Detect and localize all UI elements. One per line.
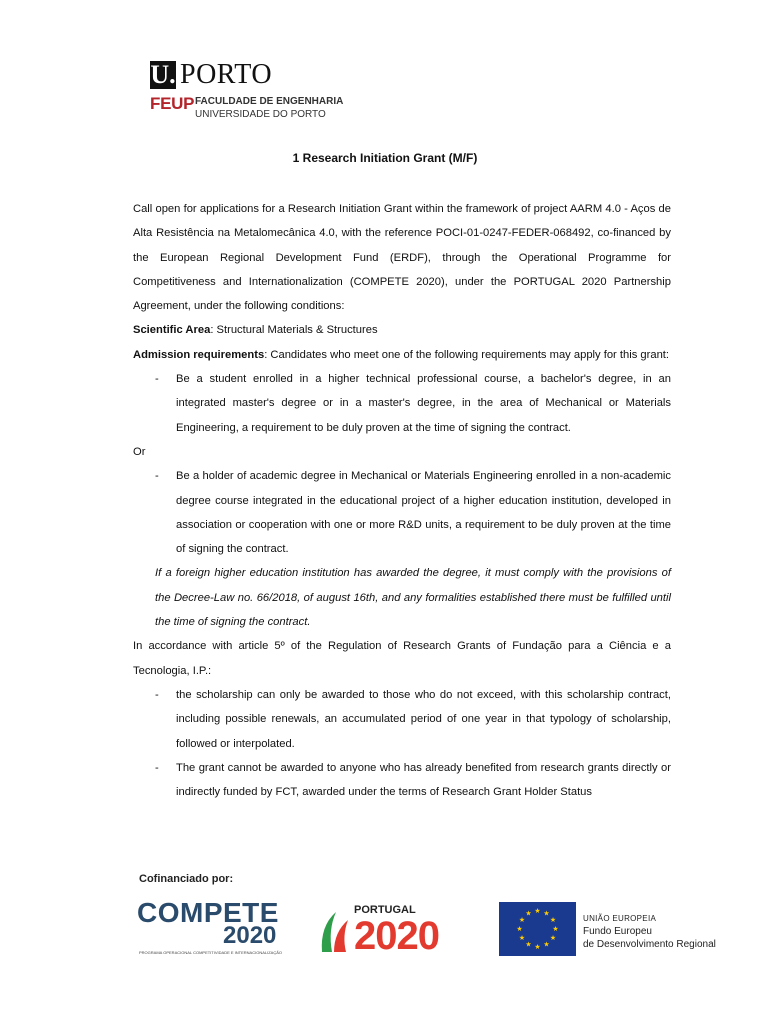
admission-label: Admission requirements <box>133 348 265 361</box>
admission-item-1 <box>133 367 671 440</box>
intro-paragraph: Call open for applications for a Research Initiation Grant within the framework of project AARM 4.0 - Aços de Alta Resistência na Metalomecânica 4.0, with the reference POCI-01-0247-FEDER-068492, co-financed by the European Regional Development Fund (ERDF), through the Operational Programme for Competitiveness and Internationalization (COMPETE 2020), under the PORTUGAL 2020 Partnership Agreement, under the following conditions: <box>133 203 671 313</box>
regulation-item-1 <box>133 683 671 756</box>
scientific-area <box>133 318 671 342</box>
regulation-item-2 <box>133 756 671 805</box>
admission-item-2-text: Be a holder of academic degree in Mechanical or Materials Engineering enrolled in a non-academic degree course integrated in the educational project of a higher education institution, developed in association or cooperation with one or more R&D units, a requirement to be duly proven at the time of signing the contract. <box>176 470 671 556</box>
portugal-logo-year: 2020 <box>354 914 439 958</box>
dash-marker: - <box>155 373 159 386</box>
uporto-logo <box>150 60 272 90</box>
svg-text:★: ★ <box>534 943 541 951</box>
admission-item-1-text: Be a student enrolled in a higher technical professional course, a bachelor's degree, in an integrated master's degree or in a master's degree, in the area of Mechanical or Materials Engineering, a requirement to be duly proven at the time of signing the contract. <box>176 373 671 434</box>
svg-text:★: ★ <box>525 940 532 949</box>
compete-logo-word: COMPETE <box>137 897 279 928</box>
feup-logo-text: FEUP <box>150 94 195 113</box>
dash-marker: - <box>155 470 159 483</box>
admission-item-2 <box>133 464 671 561</box>
regulation-intro: In accordance with article 5º of the Regulation of Research Grants of Fundação para a Ciência e a Tecnologia, I.P.: <box>133 640 671 677</box>
compete-logo <box>137 898 297 958</box>
portugal-2020-logo <box>318 902 468 958</box>
scientific-area-label: Scientific Area <box>133 324 211 337</box>
svg-text:★: ★ <box>549 934 557 942</box>
document-title: 1 Research Initiation Grant (M/F) <box>292 151 478 165</box>
regulation-item-1-text: the scholarship can only be awarded to those who do not exceed, with this scholarship contract, including possible renewals, an accumulated period of one year in that typology of scholarship, followed or interpolated. <box>176 688 671 750</box>
svg-text:★: ★ <box>516 925 523 933</box>
foreign-degree-note: If a foreign higher education institution has awarded the degree, it must comply with the provisions of the Decree-Law no. 66/2018, of august 16th, and any formalities established there must be fulfilled until the time of signing the contract. <box>155 567 671 629</box>
svg-text:★: ★ <box>552 925 559 933</box>
dash-marker: - <box>155 761 159 774</box>
admission-value: : Candidates who meet one of the following requirements may apply for this grant: <box>264 348 670 361</box>
eu-fund-text <box>583 912 716 951</box>
svg-text:★: ★ <box>534 907 541 915</box>
regulation-item-2-text: The grant cannot be awarded to anyone who has already benefited from research grants directly or indirectly funded by FCT, awarded under the terms of Research Grant Holder Status <box>176 761 671 799</box>
or-separator: Or <box>133 445 146 458</box>
svg-text:★: ★ <box>518 934 526 942</box>
svg-text:★: ★ <box>518 916 526 924</box>
eu-flag-icon <box>499 902 576 956</box>
faculty-line-2: UNIVERSIDADE DO PORTO <box>195 109 326 120</box>
uporto-logo-letter: U. <box>150 60 176 89</box>
uporto-logo-name: PORTO <box>180 59 273 90</box>
faculty-line-1: FACULDADE DE ENGENHARIA <box>195 96 344 107</box>
svg-text:★: ★ <box>543 909 550 918</box>
svg-text:★: ★ <box>525 909 532 918</box>
portugal-logo-word: PORTUGAL <box>354 904 416 916</box>
faculty-name <box>195 95 343 121</box>
admission-requirements <box>133 343 671 367</box>
eu-line-1: UNIÃO EUROPEIA <box>583 914 657 923</box>
svg-text:★: ★ <box>549 916 557 924</box>
scientific-area-value: : Structural Materials & Structures <box>210 324 378 337</box>
svg-text:★: ★ <box>543 940 550 949</box>
dash-marker: - <box>155 688 159 701</box>
eu-line-3: de Desenvolvimento Regional <box>583 939 716 950</box>
compete-logo-subtitle: PROGRAMA OPERACIONAL COMPETITIVIDADE E INTERNACIONALIZAÇÃO <box>139 950 282 955</box>
cofinanced-label: Cofinanciado por: <box>139 873 234 885</box>
eu-stars-icon <box>499 902 576 956</box>
portugal-2020-emblem-icon <box>318 906 354 956</box>
eu-line-2: Fundo Europeu <box>583 926 652 937</box>
document-body <box>133 197 671 804</box>
compete-logo-year: 2020 <box>223 922 277 949</box>
